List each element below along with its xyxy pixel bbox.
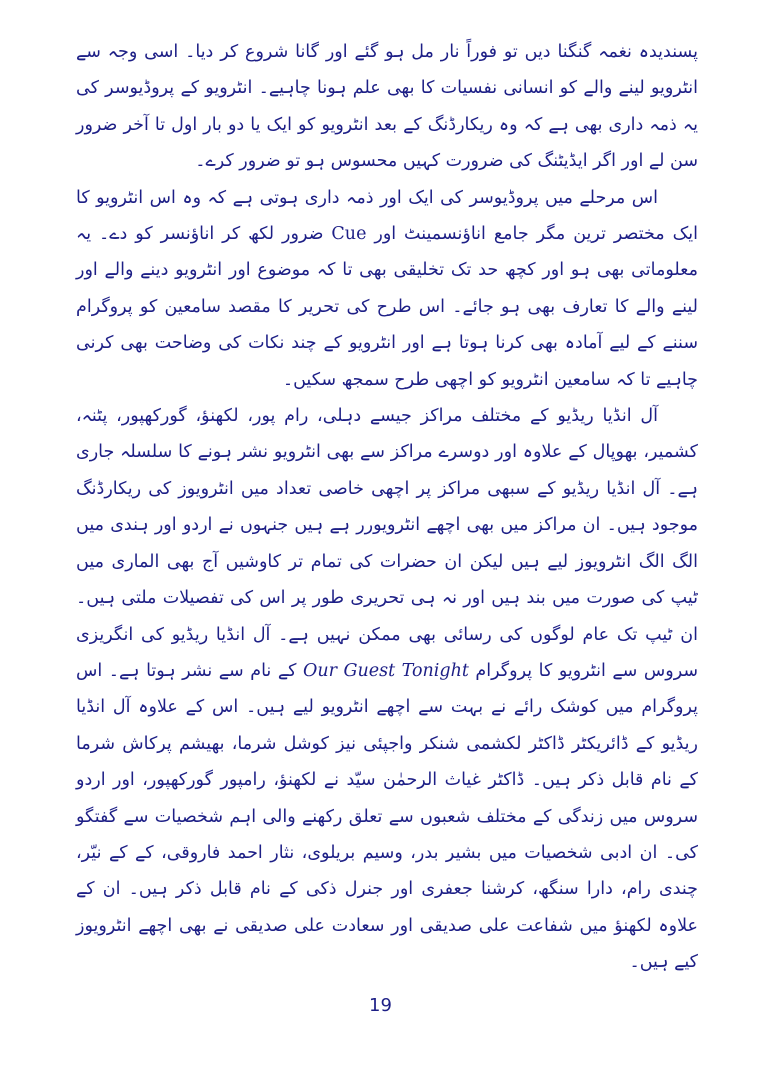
paragraph-2-text-end: ضرور لکھ کر اناؤنسر کو دے۔ یہ معلوماتی بھی ہو اور کچھ حد تک تخلیقی بھی تا کہ موضوع اور انٹرویو دینے والے اور لینے والے کا تعارف بھی ہو جائے۔ اس طرح کی تحریر کا مقصد سامعین کو پروگرام سننے کے لیے آمادہ بھی کرنا ہوتا ہے اور انٹرویو کے چند نکات کی وضاحت بھی کرنی چاہیے تا کہ سامعین انٹرویو کو اچھی طرح سمجھ سکیں۔: [76, 224, 698, 390]
program-title: Our Guest Tonight: [302, 660, 469, 681]
paragraph-3-text-end: کے نام سے نشر ہوتا ہے۔ اس پروگرام میں کوشک رائے نے بہت سے اچھے انٹرویو لیے ہیں۔ اس کے علاوہ آل انڈیا ریڈیو کے ڈائریکٹر ڈاکٹر لکشمی شنکر واجپئی نیز کوشل شرما، بھیشم پرکاش شرما کے نام قابل ذکر ہیں۔ ڈاکٹر غیاث الرحمٰن سیّد نے لکھنؤ، رامپور گورکھپور، اور اردو سروس میں زندگی کے مختلف شعبوں سے تعلق رکھنے والی اہم شخصیات سے گفتگو کی۔ ان ادبی شخصیات میں بشیر بدر، وسیم بریلوی، نثار احمد فاروقی، کے کے نیّر، چندی رام، دارا سنگھ، کرشنا جعفری اور جنرل ذکی کے نام قابل ذکر ہیں۔ ان کے علاوہ لکھنؤ میں شفاعت علی صدیقی اور سعادت علی صدیقی نے بھی اچھے انٹرویوز کیے ہیں۔: [76, 660, 698, 973]
cue-term: Cue: [331, 224, 367, 245]
paragraph-2-text-start: اس مرحلے میں پروڈیوسر کی ایک اور ذمہ داری ہوتی ہے کہ وہ اس انٹرویو کا ایک مختصر ترین مگر جامع اناؤنسمینٹ اور: [76, 187, 698, 245]
paragraph-3-text-start: آل انڈیا ریڈیو کے مختلف مراکز جیسے دہلی، رام پور، لکھنؤ، گورکھپور، پٹنہ، کشمیر، بھوپال کے علاوہ اور دوسرے مراکز سے بھی انٹرویو نشر ہونے کا سلسلہ جاری ہے۔ آل انڈیا ریڈیو کے سبھی مراکز پر اچھی خاصی تعداد میں انٹرویوز کی ریکارڈنگ موجود ہیں۔ ان مراکز میں بھی اچھے انٹرویورر ہے ہیں جنہوں نے اردو اور ہندی میں الگ الگ انٹرویوز لیے ہیں لیکن ان حضرات کی تمام تر کاوشیں آج بھی الماری میں ٹیپ کی صورت میں بند ہیں اور نہ ہی تحریری طور پر اس کی تفصیلات ملتی ہیں۔ ان ٹیپ تک عام لوگوں کی رسائی بھی ممکن نہیں ہے۔ آل انڈیا ریڈیو کی انگریزی سروس سے انٹرویو کا پروگرام: [76, 406, 699, 681]
page-number: 19: [369, 995, 392, 1016]
paragraph-2: [76, 180, 698, 398]
body-text: [76, 34, 698, 981]
paragraph-3: [76, 398, 698, 981]
paragraph-1-text: پسندیدہ نغمہ گنگنا دیں تو فوراً نار مل ہو گئے اور گانا شروع کر دیا۔ اسی وجہ سے انٹرویو لینے والے کو انسانی نفسیات کا بھی علم ہونا چاہیے۔ انٹرویو کے پروڈیوسر کی یہ ذمہ داری بھی ہے کہ وہ ریکارڈنگ کے بعد انٹرویو کو ایک یا دو بار اول تا آخر ضرور سن لے اور اگر ایڈیٹنگ کی ضرورت کہیں محسوس ہو تو ضرور کرے۔: [76, 42, 698, 172]
paragraph-1: [76, 34, 698, 180]
